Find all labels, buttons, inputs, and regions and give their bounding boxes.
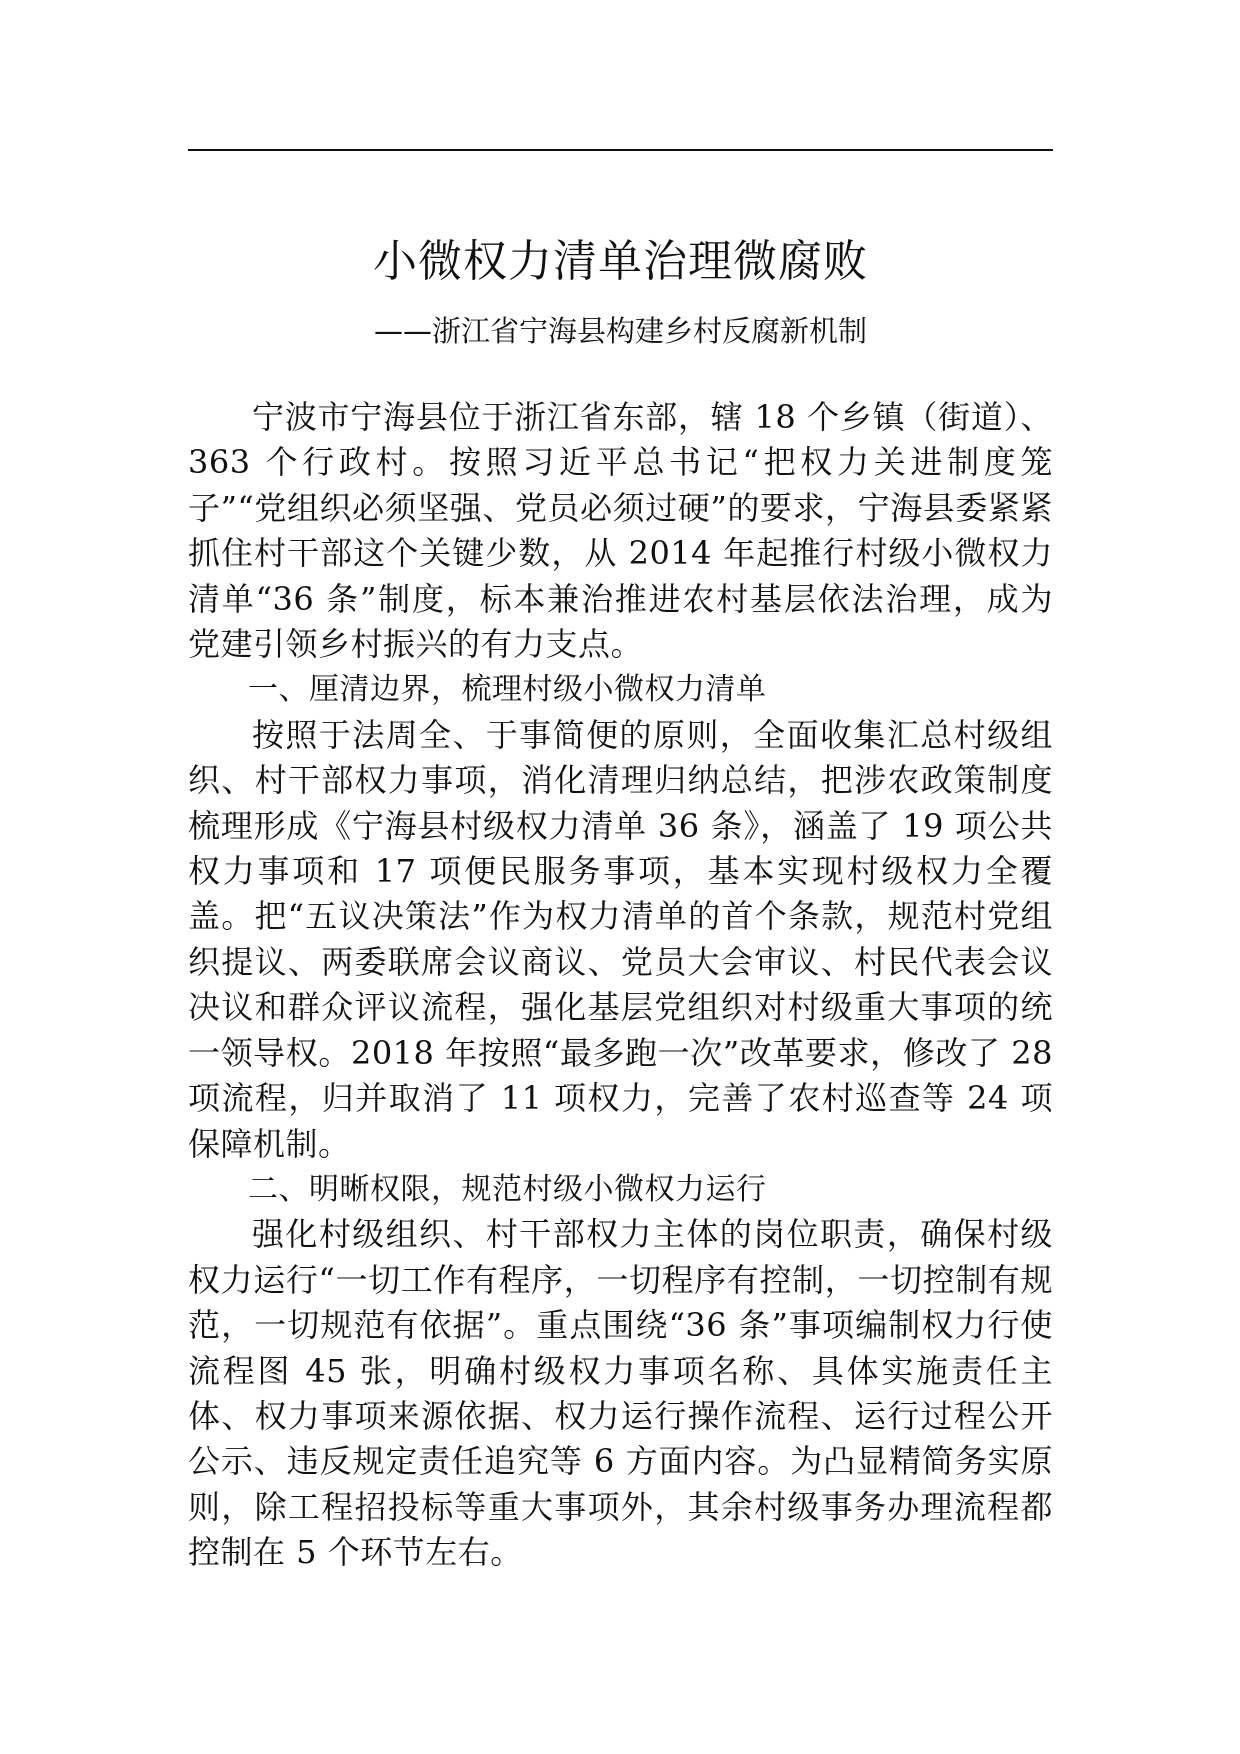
- section-paragraph-1: 按照于法周全、于事简便的原则，全面收集汇总村级组织、村干部权力事项，消化清理归纳总结，把涉农政策制度梳理形成《宁海县村级权力清单 36 条》，涵盖了 19 项公共权力事项和 17 项便民服务事项，基本实现村级权力全覆盖。把“五议决策法”作为权力清单的首个条款，规范村党组织提议、两委联席会议商议、党员大会审议、村民代表会议决议和群众评议流程，强化基层党组织对村级重大事项的统一领导权。2018 年按照“最多跑一次”改革要求，修改了 28 项流程，归并取消了 11 项权力，完善了农村巡查等 24 项保障机制。: [188, 715, 1053, 1163]
- header-rule: [188, 149, 1053, 151]
- section-paragraph-2: 强化村级组织、村干部权力主体的岗位职责，确保村级权力运行“一切工作有程序，一切程序有控制，一切控制有规范，一切规范有依据”。重点围绕“36 条”事项编制权力行使流程图 45 张，明确村级权力事项名称、具体实施责任主体、权力事项来源依据、权力运行操作流程、运行过程公开公示、违反规定责任追究等 6 方面内容。为凸显精简务实原则，除工程招投标等重大事项外，其余村级事务办理流程都控制在 5 个环节左右。: [188, 1215, 1053, 1572]
- section-heading-2: 二、明晰权限，规范村级小微权力运行: [248, 1171, 767, 1207]
- section-heading-1: 一、厘清边界，梳理村级小微权力清单: [248, 672, 767, 708]
- document-subtitle: ——浙江省宁海县构建乡村反腐新机制: [373, 314, 867, 348]
- document-body: [188, 395, 1053, 1576]
- intro-paragraph: 宁波市宁海县位于浙江省东部，辖 18 个乡镇（街道）、363 个行政村。按照习近平总书记“把权力关进制度笼子”“党组织必须坚强、党员必须过硬”的要求，宁海县委紧紧抓住村干部这个关键少数，从 2014 年起推行村级小微权力清单“36 条”制度，标本兼治推进农村基层依法治理，成为党建引领乡村振兴的有力支点。: [188, 398, 1053, 664]
- document-title: 小微权力清单治理微腐败: [373, 236, 868, 287]
